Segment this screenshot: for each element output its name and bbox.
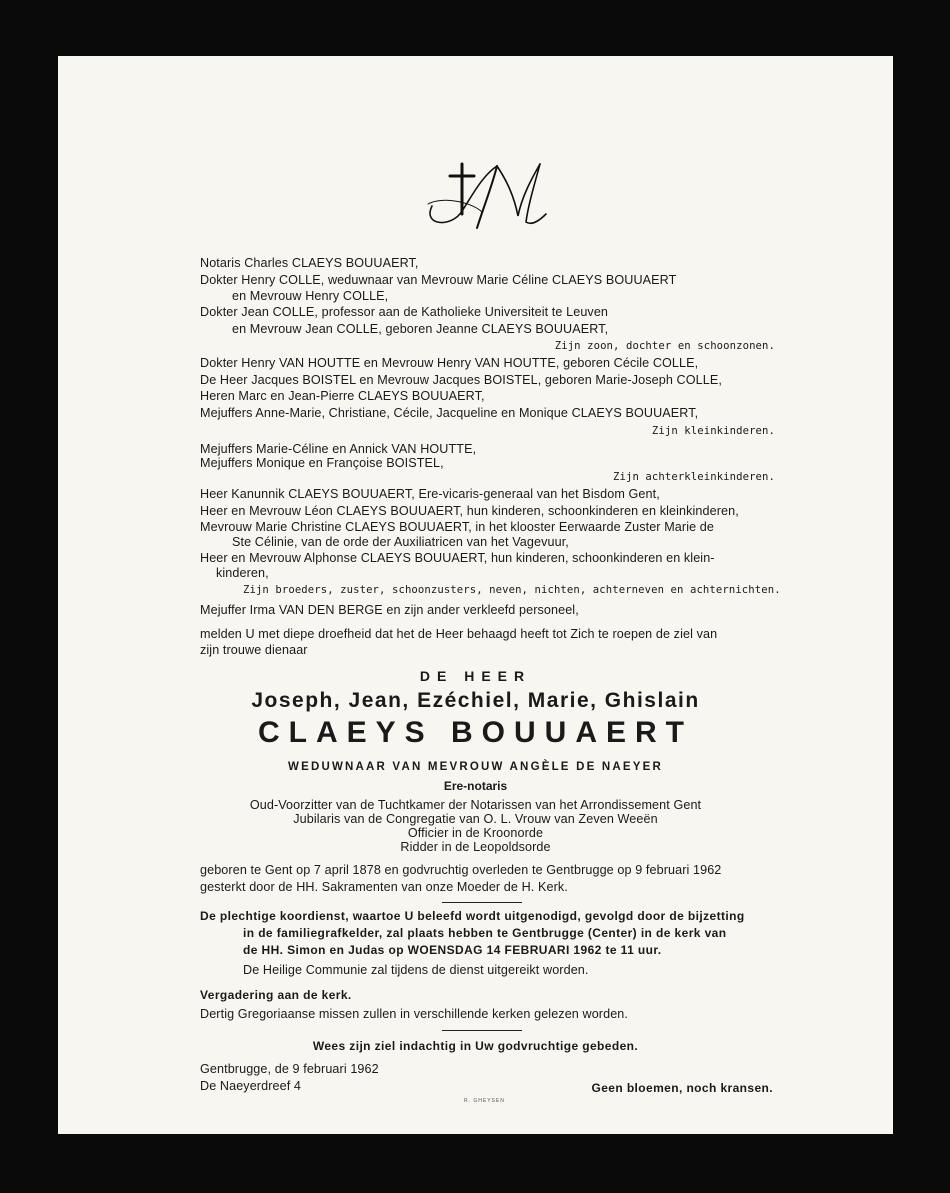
announcement-line: melden U met diepe droefheid dat het de Heer behaagd heeft tot Zich te roepen de ziel van xyxy=(200,627,718,641)
honor-line: Jubilaris van de Congregatie van O. L. Vrouw van Zeven Weeën xyxy=(293,812,658,826)
mourner-line: Heren Marc en Jean-Pierre CLAEYS BOUUAERT, xyxy=(200,389,485,403)
service-line: in de familiegrafkelder, zal plaats hebben te Gentbrugge (Center) in de kerk van xyxy=(243,926,727,940)
divider xyxy=(442,902,522,903)
mourner-line: en Mevrouw Henry COLLE, xyxy=(232,289,389,303)
communion-line: De Heilige Communie zal tijdens de dienst uitgereikt worden. xyxy=(243,963,589,977)
mourner-line: Dokter Henry VAN HOUTTE en Mevrouw Henry VAN HOUTTE, geboren Cécile COLLE, xyxy=(200,356,699,370)
mourner-line: Heer Kanunnik CLAEYS BOUUAERT, Ere-vicaris-generaal van het Bisdom Gent, xyxy=(200,487,660,501)
relation-caption: Zijn broeders, zuster, schoonzusters, neven, nichten, achterneven en achternichten. xyxy=(243,584,781,596)
service-line: De plechtige koordienst, waartoe U beleefd wordt uitgenodigd, gevolgd door de bijzetting xyxy=(200,909,745,923)
deceased-title: DE HEER xyxy=(419,668,532,684)
honor-line: Ridder in de Leopoldsorde xyxy=(400,840,551,854)
divider xyxy=(442,1030,522,1031)
birth-death-line: gesterkt door de HH. Sakramenten van onze Moeder de H. Kerk. xyxy=(200,880,568,894)
service-line: de HH. Simon en Judas op WOENSDAG 14 FEBRUARI 1962 te 11 uur. xyxy=(243,943,662,957)
honor-line: Oud-Voorzitter van de Tuchtkamer der Notarissen van het Arrondissement Gent xyxy=(249,798,702,812)
masses-line: Dertig Gregoriaanse missen zullen in verschillende kerken gelezen worden. xyxy=(200,1007,629,1021)
cross-monogram-icon xyxy=(422,156,552,236)
mourner-line: kinderen, xyxy=(216,566,269,580)
deceased-surname: CLAEYS BOUUAERT xyxy=(257,716,693,749)
mourner-line: De Heer Jacques BOISTEL en Mevrouw Jacques BOISTEL, geboren Marie-Joseph COLLE, xyxy=(200,373,722,387)
relation-caption: Zijn zoon, dochter en schoonzonen. xyxy=(554,340,775,352)
birth-death-line: geboren te Gent op 7 april 1878 en godvruchtig overleden te Gentbrugge op 9 februari 1962 xyxy=(200,863,722,877)
mourner-line: Heer en Mevrouw Léon CLAEYS BOUUAERT, hun kinderen, schoonkinderen en kleinkinderen, xyxy=(200,504,739,518)
deceased-given-names: Joseph, Jean, Ezéchiel, Marie, Ghislain xyxy=(251,689,700,712)
deceased-widower: WEDUWNAAR VAN MEVROUW ANGÈLE DE NAEYER xyxy=(288,761,663,773)
honor-line: Officier in de Kroonorde xyxy=(407,826,544,840)
mourner-line: Dokter Jean COLLE, professor aan de Katholieke Universiteit te Leuven xyxy=(200,305,609,319)
prayer-line: Wees zijn ziel indachtig in Uw godvruchtige gebeden. xyxy=(312,1039,639,1053)
mourner-line: Mejuffer Irma VAN DEN BERGE en zijn ander verkleefd personeel, xyxy=(200,603,579,617)
deceased-profession: Ere-notaris xyxy=(443,779,508,793)
mourner-line: Dokter Henry COLLE, weduwnaar van Mevrouw Marie Céline CLAEYS BOUUAERT xyxy=(200,273,677,287)
printer-mark: R. GHEYSEN xyxy=(464,1098,505,1104)
mourner-line: Ste Célinie, van de orde der Auxiliatricen van het Vagevuur, xyxy=(232,535,569,549)
no-flowers-note: Geen bloemen, noch kransen. xyxy=(591,1081,773,1095)
relation-caption: Zijn kleinkinderen. xyxy=(651,425,775,437)
gathering-line: Vergadering aan de kerk. xyxy=(200,988,352,1002)
mourner-line: Heer en Mevrouw Alphonse CLAEYS BOUUAERT, hun kinderen, schoonkinderen en klein- xyxy=(200,551,715,565)
mourner-line: Mejuffers Marie-Céline en Annick VAN HOUTTE, xyxy=(200,442,477,456)
announcement-line: zijn trouwe dienaar xyxy=(200,643,308,657)
mourner-line: en Mevrouw Jean COLLE, geboren Jeanne CLAEYS BOUUAERT, xyxy=(232,322,609,336)
address: De Naeyerdreef 4 xyxy=(200,1079,302,1093)
mourner-line: Mejuffers Monique en Françoise BOISTEL, xyxy=(200,456,444,470)
place-date: Gentbrugge, de 9 februari 1962 xyxy=(200,1062,379,1076)
relation-caption: Zijn achterkleinkinderen. xyxy=(613,471,775,483)
death-notice-card xyxy=(58,56,893,1134)
mourner-line: Notaris Charles CLAEYS BOUUAERT, xyxy=(200,256,419,270)
mourner-line: Mevrouw Marie Christine CLAEYS BOUUAERT, in het klooster Eerwaarde Zuster Marie de xyxy=(200,520,715,534)
mourner-line: Mejuffers Anne-Marie, Christiane, Cécile, Jacqueline en Monique CLAEYS BOUUAERT, xyxy=(200,406,699,420)
